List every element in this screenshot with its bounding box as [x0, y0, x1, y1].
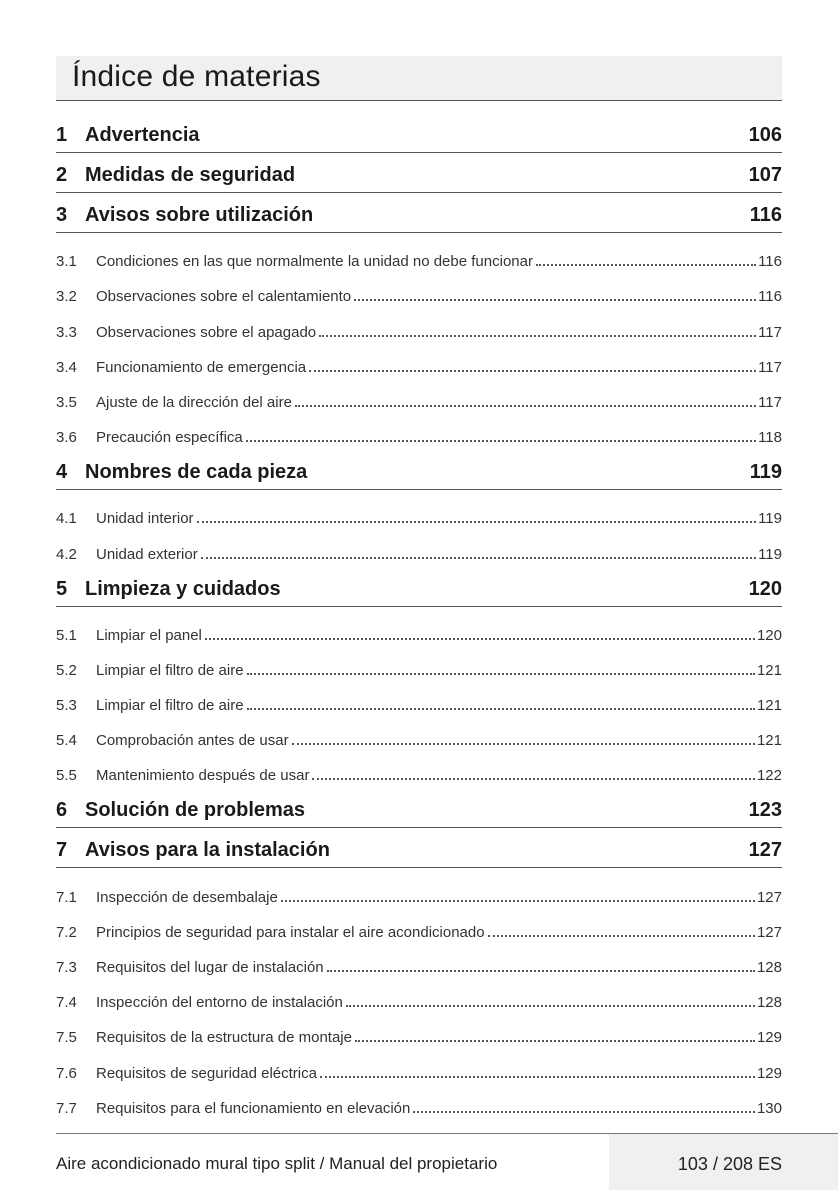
section-page: 119	[758, 510, 782, 528]
section-title: Requisitos de seguridad eléctrica	[96, 1064, 317, 1082]
chapter-title: Avisos sobre utilización	[85, 204, 314, 226]
section-page: 121	[756, 697, 782, 715]
section-title: Limpiar el filtro de aire	[96, 697, 244, 715]
section-entry[interactable]	[56, 613, 782, 648]
chapter-page: 123	[748, 799, 782, 822]
section-page: 116	[758, 253, 782, 271]
section-title: Condiciones en las que normalmente la unidad no debe funcionar	[96, 253, 533, 271]
section-page: 128	[756, 959, 782, 976]
section-number: 7.7	[56, 1099, 77, 1117]
section-entry[interactable]	[56, 683, 782, 718]
chapter-entry[interactable]	[56, 567, 782, 607]
chapter-title: Medidas de seguridad	[85, 164, 296, 186]
section-page: 121	[756, 732, 782, 750]
section-entry[interactable]	[56, 1086, 782, 1121]
section-number: 4.2	[56, 545, 77, 563]
chapter-number: 5	[56, 577, 68, 600]
dot-leader	[327, 970, 755, 972]
chapter-title: Advertencia	[85, 124, 200, 146]
chapter-number: 1	[56, 124, 68, 146]
section-entry[interactable]	[56, 345, 782, 380]
section-number: 5.1	[56, 626, 77, 644]
section-entry[interactable]	[56, 1050, 782, 1085]
section-entry[interactable]	[56, 1015, 782, 1050]
section-page: 129	[756, 1029, 782, 1047]
section-title: Requisitos para el funcionamiento en elevación	[96, 1099, 411, 1117]
section-number: 3.5	[56, 393, 77, 411]
section-title: Ajuste de la dirección del aire	[96, 393, 292, 411]
dot-leader	[354, 299, 756, 301]
section-page: 128	[756, 994, 782, 1012]
section-entry[interactable]	[56, 945, 782, 980]
dot-leader	[413, 1111, 755, 1113]
section-entry[interactable]	[56, 239, 782, 274]
page-title: Índice de materias	[72, 60, 321, 93]
footer-page-box	[609, 1134, 838, 1190]
dot-leader	[536, 264, 756, 266]
section-title: Unidad exterior	[96, 545, 198, 563]
section-entry[interactable]	[56, 415, 782, 450]
dot-leader	[309, 370, 756, 372]
dot-leader	[246, 440, 756, 442]
section-title: Observaciones sobre el apagado	[96, 323, 317, 341]
chapter-page: 116	[749, 204, 782, 226]
chapter-number: 4	[56, 461, 68, 484]
chapter-number: 6	[56, 799, 68, 822]
section-number: 4.1	[56, 510, 77, 528]
footer-page-indicator: 103 / 208 ES	[677, 1154, 782, 1174]
dot-leader	[320, 1076, 755, 1078]
section-page: 120	[756, 626, 782, 644]
dot-leader	[319, 335, 756, 337]
chapter-number: 3	[56, 204, 68, 226]
section-number: 3.6	[56, 429, 77, 447]
section-number: 5.2	[56, 661, 77, 679]
table-of-contents	[56, 100, 782, 1121]
dot-leader	[346, 1005, 755, 1007]
footer-manual-title: Aire acondicionado mural tipo split / Manual del propietario	[56, 1154, 498, 1173]
section-entry[interactable]	[56, 274, 782, 309]
section-entry[interactable]	[56, 718, 782, 753]
section-page: 129	[756, 1064, 782, 1082]
section-entry[interactable]	[56, 753, 782, 788]
dot-leader	[205, 638, 755, 640]
section-number: 7.4	[56, 994, 77, 1012]
chapter-title: Avisos para la instalación	[85, 839, 330, 862]
section-entry[interactable]	[56, 648, 782, 683]
section-title: Funcionamiento de emergencia	[96, 358, 307, 376]
section-title: Limpiar el panel	[96, 626, 202, 644]
section-entry[interactable]	[56, 874, 782, 909]
section-page: 121	[756, 661, 782, 679]
section-number: 5.4	[56, 732, 77, 750]
dot-leader	[281, 900, 755, 902]
dot-leader	[355, 1040, 755, 1042]
section-title: Mantenimiento después de usar	[96, 767, 310, 785]
section-number: 3.2	[56, 288, 77, 306]
section-page: 130	[756, 1099, 782, 1117]
section-page: 117	[758, 323, 782, 341]
section-entry[interactable]	[56, 496, 782, 531]
section-page: 127	[756, 923, 782, 941]
section-page: 118	[758, 429, 782, 447]
section-entry[interactable]	[56, 980, 782, 1015]
chapter-entry[interactable]	[56, 788, 782, 828]
section-title: Precaución específica	[96, 429, 243, 447]
section-page: 122	[756, 767, 782, 785]
dot-leader	[197, 521, 757, 523]
section-page: 116	[758, 288, 782, 306]
chapter-number: 2	[56, 164, 68, 186]
chapter-page: 120	[748, 577, 782, 600]
section-title: Requisitos del lugar de instalación	[96, 959, 324, 976]
dot-leader	[312, 778, 755, 780]
section-entry[interactable]	[56, 531, 782, 566]
chapter-entry[interactable]	[56, 193, 782, 233]
section-title: Unidad interior	[96, 510, 194, 528]
section-page: 117	[758, 393, 782, 411]
section-number: 7.3	[56, 959, 77, 976]
chapter-title: Solución de problemas	[85, 799, 306, 822]
section-title: Inspección de desembalaje	[96, 888, 278, 906]
section-number: 5.3	[56, 697, 77, 715]
chapter-title: Nombres de cada pieza	[85, 461, 308, 484]
section-title: Comprobación antes de usar	[96, 732, 289, 750]
dot-leader	[488, 935, 755, 937]
dot-leader	[247, 708, 755, 710]
section-title: Requisitos de la estructura de montaje	[96, 1029, 352, 1047]
chapter-number: 7	[56, 839, 68, 862]
section-entry[interactable]	[56, 910, 782, 945]
dot-leader	[295, 405, 756, 407]
section-number: 3.3	[56, 323, 77, 341]
chapter-page: 127	[748, 839, 782, 862]
section-title: Principios de seguridad para instalar el aire acondicionado	[96, 923, 485, 941]
section-number: 7.6	[56, 1064, 77, 1082]
section-title: Limpiar el filtro de aire	[96, 661, 244, 679]
chapter-page: 107	[748, 164, 782, 186]
section-number: 7.2	[56, 923, 77, 941]
section-number: 7.1	[56, 888, 77, 906]
section-number: 3.4	[56, 358, 77, 376]
section-title: Observaciones sobre el calentamiento	[96, 288, 352, 306]
dot-leader	[247, 673, 755, 675]
section-entry[interactable]	[56, 309, 782, 344]
chapter-entry[interactable]	[56, 828, 782, 868]
section-number: 3.1	[56, 253, 77, 271]
chapter-page: 106	[748, 124, 782, 146]
chapter-entry[interactable]	[56, 153, 782, 193]
section-entry[interactable]	[56, 380, 782, 415]
dot-leader	[201, 557, 756, 559]
chapter-entry[interactable]	[56, 450, 782, 490]
section-page: 119	[758, 545, 782, 563]
dot-leader	[292, 743, 755, 745]
title-bar	[56, 56, 782, 101]
chapter-title: Limpieza y cuidados	[85, 577, 281, 600]
section-page: 117	[758, 358, 782, 376]
section-number: 7.5	[56, 1029, 77, 1047]
section-number: 5.5	[56, 767, 77, 785]
section-page: 127	[756, 888, 782, 906]
section-title: Inspección del entorno de instalación	[96, 994, 343, 1012]
chapter-page: 119	[749, 461, 782, 484]
chapter-entry[interactable]	[56, 100, 782, 153]
